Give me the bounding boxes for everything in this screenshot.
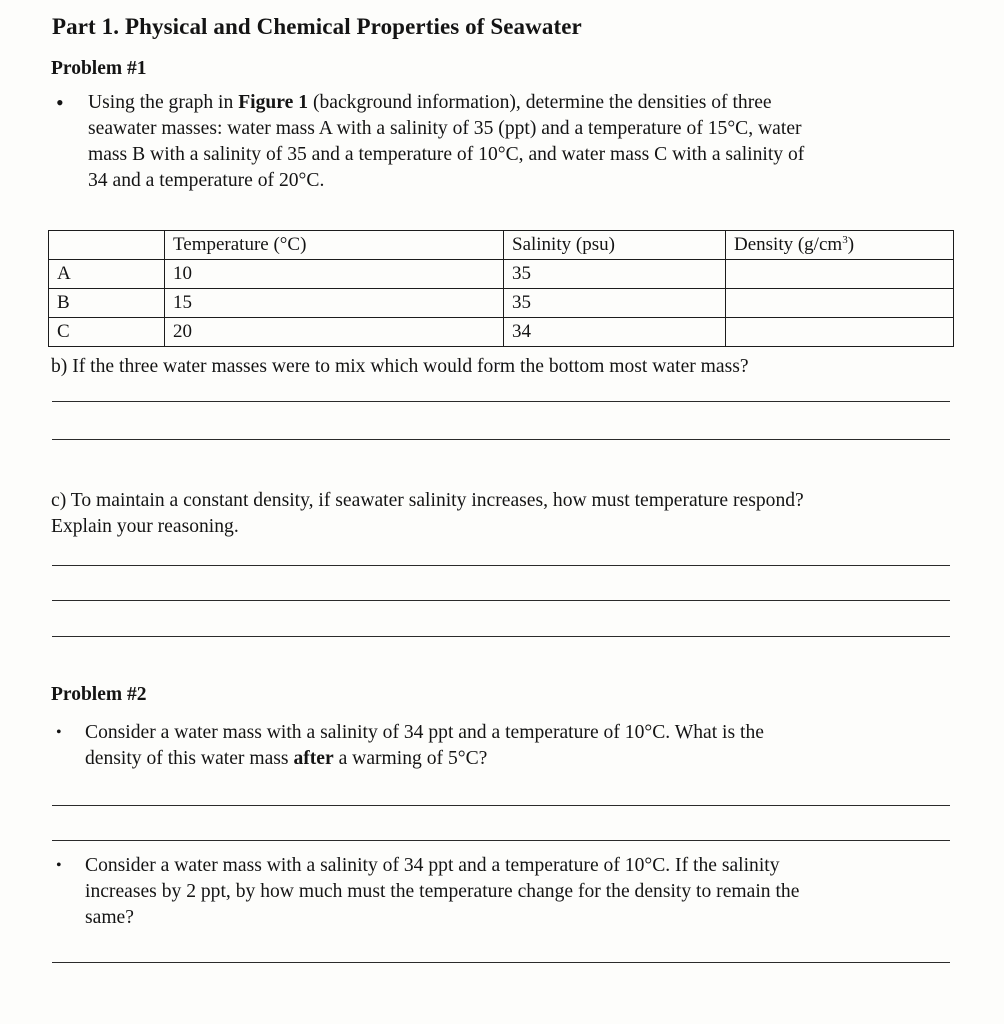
- temperature-cell: 10: [165, 260, 504, 289]
- instruction-line-2: seawater masses: water mass A with a salinity of 35 (ppt) and a temperature of 15°C, water: [88, 118, 802, 139]
- table-header-density: Density $(g/cm^3)$: [726, 231, 954, 260]
- problem-1-instructions: [52, 90, 952, 200]
- answer-line[interactable]: [52, 636, 950, 637]
- answer-line[interactable]: [52, 600, 950, 601]
- table-header-temperature: Temperature (°C): [165, 231, 504, 260]
- salinity-cell: 35: [504, 289, 726, 318]
- row-label: B: [49, 289, 165, 318]
- answer-line[interactable]: [52, 565, 950, 566]
- answer-line[interactable]: [52, 962, 950, 963]
- density-answer-cell[interactable]: [726, 289, 954, 318]
- row-label: C: [49, 318, 165, 347]
- row-label: A: [49, 260, 165, 289]
- question-c-line-1: c) To maintain a constant density, if seawater salinity increases, how must temperature respond?: [51, 490, 804, 511]
- table-header-row: [49, 231, 954, 260]
- question-line: density of this water mass after a warming of 5°C?: [85, 748, 488, 769]
- table-header-cell-label: [49, 231, 165, 260]
- question-line: Consider a water mass with a salinity of 34 ppt and a temperature of 10°C. What is the: [85, 722, 764, 743]
- answer-line[interactable]: [52, 805, 950, 806]
- instruction-line-1: Using the graph in Figure 1 (background information), determine the densities of three: [88, 92, 772, 113]
- salinity-cell: 35: [504, 260, 726, 289]
- answer-line[interactable]: [52, 439, 950, 440]
- temperature-cell: 15: [165, 289, 504, 318]
- page-title: Part 1. Physical and Chemical Properties of Seawater: [52, 14, 582, 39]
- question-b: b) If the three water masses were to mix which would form the bottom most water mass?: [51, 356, 749, 377]
- bullet-icon: •: [56, 857, 62, 874]
- bullet-icon: •: [56, 90, 64, 115]
- instruction-line-3: mass B with a salinity of 35 and a temperature of 10°C, and water mass C with a salinity of: [88, 144, 805, 165]
- answer-line[interactable]: [52, 840, 950, 841]
- table-row: [49, 260, 954, 289]
- table-row: [49, 318, 954, 347]
- density-answer-cell[interactable]: [726, 318, 954, 347]
- problem-2-question-1: [52, 720, 952, 772]
- table-row: [49, 289, 954, 318]
- instruction-line-4: 34 and a temperature of 20°C.: [88, 170, 325, 191]
- question-line: increases by 2 ppt, by how much must the temperature change for the density to remain the: [85, 881, 800, 902]
- question-c-line-2: Explain your reasoning.: [51, 516, 239, 537]
- density-answer-cell[interactable]: [726, 260, 954, 289]
- temperature-cell: 20: [165, 318, 504, 347]
- question-line: Consider a water mass with a salinity of 34 ppt and a temperature of 10°C. If the salinity: [85, 855, 780, 876]
- answer-line[interactable]: [52, 401, 950, 402]
- salinity-cell: 34: [504, 318, 726, 347]
- problem-2-question-2: [52, 853, 952, 933]
- bullet-icon: •: [56, 724, 62, 741]
- density-table: [48, 230, 954, 347]
- problem-1-heading: Problem #1: [51, 58, 147, 79]
- question-line: same?: [85, 907, 134, 928]
- table-header-salinity: Salinity (psu): [504, 231, 726, 260]
- problem-2-heading: Problem #2: [51, 684, 147, 705]
